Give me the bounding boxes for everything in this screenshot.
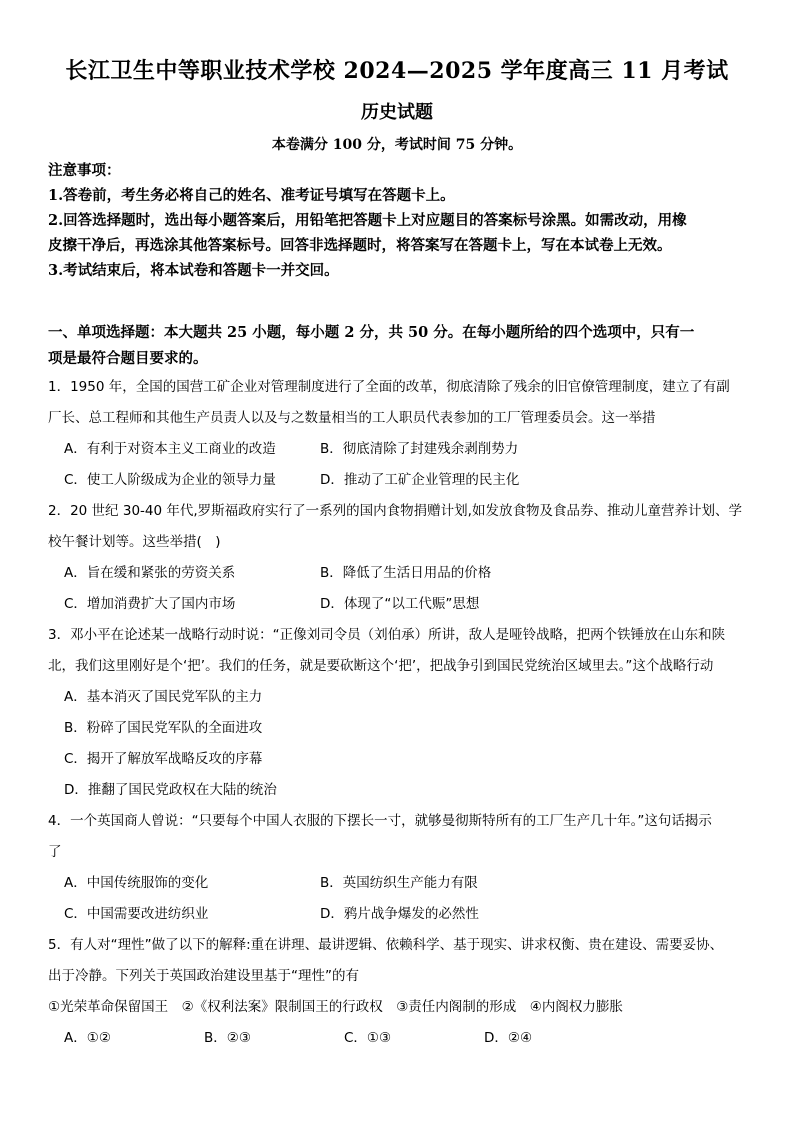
question-stem-line: 校午餐计划等。这些举措( ) xyxy=(48,534,221,550)
question-items: ①光荣革命保留国王 ②《权利法案》限制国王的行政权 ③责任内阁制的形成 ④内阁权力膨胀 xyxy=(48,999,623,1015)
options-row xyxy=(48,899,748,930)
notes-item: 2.回答选择题时，选出每小题答案后，用铅笔把答题卡上对应题目的答案标号涂黑。如需改动，用橡 xyxy=(48,212,687,229)
option-d: D．鸦片战争爆发的必然性 xyxy=(320,906,479,922)
option-d: D．体现了“以工代赈”思想 xyxy=(320,596,480,612)
options-row xyxy=(48,434,748,465)
option-d: D．②④ xyxy=(484,1030,533,1046)
option-b: B．②③ xyxy=(204,1030,251,1046)
question-stem-line: 了 xyxy=(48,844,62,860)
options-row xyxy=(48,465,748,496)
notes-item: 3.考试结束后，将本试卷和答题卡一并交回。 xyxy=(48,262,339,279)
option-c: C．①③ xyxy=(344,1030,392,1046)
question-stem-line: 北，我们这里刚好是个‘把’。我们的任务，就是要砍断这个‘把’，把战争引到国民党统治区域里去。”这个战略行动 xyxy=(48,658,714,674)
option-d: D．推翻了国民党政权在大陆的统治 xyxy=(64,782,277,798)
question-2 xyxy=(48,496,748,620)
options-row xyxy=(48,1023,748,1054)
notes-item: 皮擦干净后，再选涂其他答案标号。回答非选择题时，将答案写在答题卡上，写在本试卷上无效。 xyxy=(48,237,672,254)
notes-heading: 注意事项： xyxy=(48,162,121,179)
options-row xyxy=(48,589,748,620)
option-a: A．①② xyxy=(64,1030,111,1046)
notes-item: 1.答卷前，考生务必将自己的姓名、准考证号填写在答题卡上。 xyxy=(48,187,455,204)
option-a: A．旨在缓和紧张的劳资关系 xyxy=(64,565,236,581)
question-stem-line: 5．有人对“理性”做了以下的解释:重在讲理、最讲逻辑、依赖科学、基于现实、讲求权衡、贵在建设、需要妥协、 xyxy=(48,937,724,953)
question-stem-line: 1．1950 年，全国的国营工矿企业对管理制度进行了全面的改革，彻底清除了残余的旧官僚管理制度，建立了有副 xyxy=(48,379,730,395)
option-a: A．中国传统服饰的变化 xyxy=(64,875,209,891)
option-a: A．基本消灭了国民党军队的主力 xyxy=(64,689,263,705)
question-stem-line: 出于冷静。下列关于英国政治建设里基于“理性”的有 xyxy=(48,968,359,984)
question-stem-line: 2．20 世纪 30-40 年代,罗斯福政府实行了一系列的国内食物捐赠计划,如发放食物及食品券、推动儿童营养计划、学 xyxy=(48,503,742,519)
options-row xyxy=(48,558,748,589)
option-c: C．揭开了解放军战略反攻的序幕 xyxy=(64,751,263,767)
option-b: B．降低了生活日用品的价格 xyxy=(320,565,492,581)
question-stem-line: 4．一个英国商人曾说：“只要每个中国人衣服的下摆长一寸，就够曼彻斯特所有的工厂生产几十年。”这句话揭示 xyxy=(48,813,712,829)
question-3 xyxy=(48,620,748,806)
options-column xyxy=(48,682,748,806)
question-5 xyxy=(48,930,748,1054)
exam-subject: 历史试题 xyxy=(361,102,433,123)
section-heading-line: 项是最符合题目要求的。 xyxy=(48,350,208,367)
question-4 xyxy=(48,806,748,930)
option-c: C．中国需要改进纺织业 xyxy=(64,906,209,922)
section-heading-line: 一、单项选择题：本大题共 25 小题，每小题 2 分，共 50 分。在每小题所给的四个选项中，只有一 xyxy=(48,324,695,341)
question-list xyxy=(48,372,748,1054)
option-c: C．增加消费扩大了国内市场 xyxy=(64,596,236,612)
option-c: C．使工人阶级成为企业的领导力量 xyxy=(64,472,276,488)
section-heading xyxy=(48,320,748,372)
option-b: B．粉碎了国民党军队的全面进攻 xyxy=(64,720,263,736)
option-b: B．彻底清除了封建残余剥削势力 xyxy=(320,441,519,457)
exam-title: 长江卫生中等职业技术学校 2024—2025 学年度高三 11 月考试 xyxy=(65,58,729,84)
notes-block xyxy=(48,158,748,283)
option-a: A．有利于对资本主义工商业的改造 xyxy=(64,441,276,457)
options-row xyxy=(48,868,748,899)
question-stem-line: 厂长、总工程师和其他生产员责人以及与之数量相当的工人职员代表参加的工厂管理委员会。这一举措 xyxy=(48,410,656,426)
option-b: B．英国纺织生产能力有限 xyxy=(320,875,478,891)
option-d: D．推动了工矿企业管理的民主化 xyxy=(320,472,520,488)
question-stem-line: 3．邓小平在论述某一战略行动时说：“正像刘司令员（刘伯承）所讲，敌人是哑铃战略，把两个铁锤放在山东和陕 xyxy=(48,627,726,643)
question-1 xyxy=(48,372,748,496)
exam-meta: 本卷满分 100 分，考试时间 75 分钟。 xyxy=(271,137,523,153)
